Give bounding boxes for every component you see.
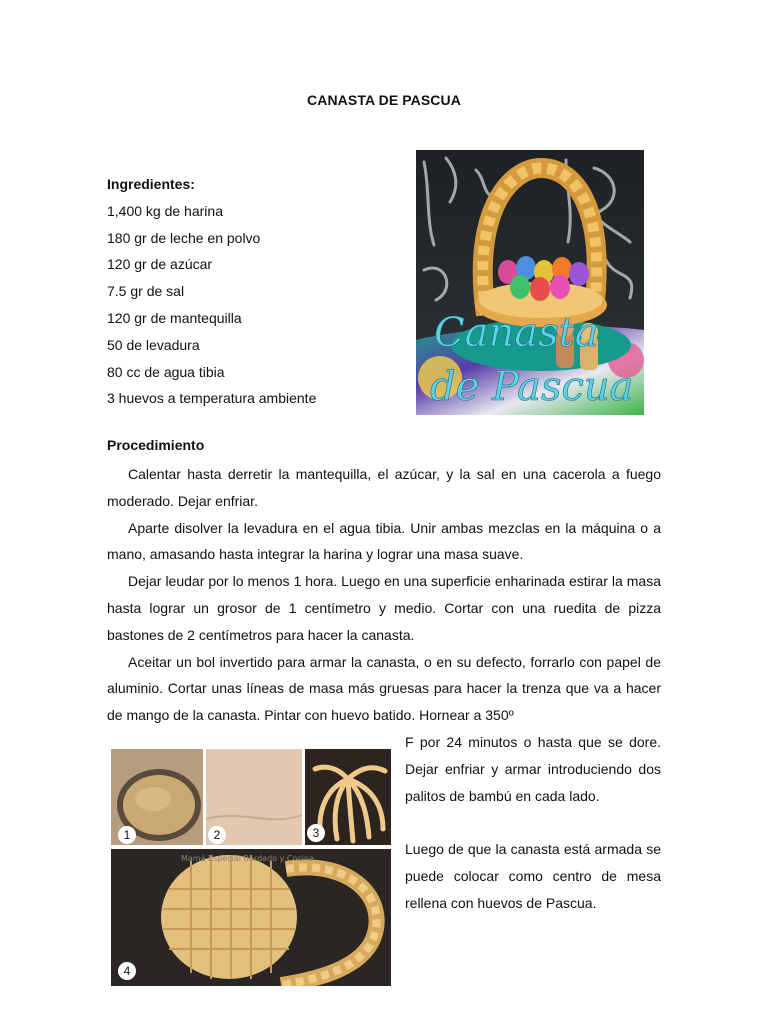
step-label: 2 [213,828,221,842]
photo-overlay-line2: de Pascua [430,364,634,410]
step-label: 1 [123,828,131,842]
procedure-paragraph: Aparte disolver la levadura en el agua tibia. Unir ambas mezclas en la máquina o a mano, amasando hasta integrar la harina y lograr una masa suave. [107,519,661,563]
procedure-continuation-text: F por 24 minutos o hasta que se dore. Dejar enfriar y armar introduciendo dos palitos de bambú en cada lado. [405,734,661,804]
step-label: 3 [312,826,320,840]
steps-collage [111,749,391,986]
ingredient-item: 1,400 kg de harina [107,202,223,219]
steps-collage-illustration [111,749,391,986]
document-title: CANASTA DE PASCUA [307,92,461,108]
ingredient-item: 80 cc de agua tibia [107,363,225,380]
ingredients-section [107,171,397,412]
step-4-photo [111,848,391,986]
procedure-paragraph: Dejar leudar por lo menos 1 hora. Luego en una superficie enharinada estirar la masa hasta lograr un grosor de 1 centímetro y medio. Cortar con una ruedita de pizza bastones de 2 centímetros para hacer la canasta. [107,573,661,643]
procedure-continuation [405,729,661,809]
step-label: 4 [123,964,131,978]
procedure-closing [405,836,661,916]
ingredients-heading: Ingredientes: [107,176,195,192]
procedure-paragraph: Aceitar un bol invertido para armar la canasta, o en su defecto, forrarlo con papel de aluminio. Cortar unas líneas de masa más gruesas para hacer la trenza que va a hacer de mango de la canasta. Pintar con huevo batido. Hornear a 350º [107,653,661,724]
ingredient-item: 3 huevos a temperatura ambiente [107,390,317,407]
easter-basket-photo [416,150,644,415]
photo-overlay-line1: Canasta [434,310,599,356]
procedure-closing-text: Luego de que la canasta está armada se puede colocar como centro de mesa rellena con huevos de Pascua. [405,841,661,911]
ingredient-item: 120 gr de mantequilla [107,309,242,326]
procedure-paragraph: Calentar hasta derretir la mantequilla, el azúcar, y la sal en una cacerola a fuego moderado. Dejar enfriar. [107,466,661,509]
procedure-text [107,461,661,729]
collage-watermark: Mamá Especial Bordado y Cocina [181,854,314,863]
procedure-heading: Procedimiento [107,437,205,453]
ingredient-item: 50 de levadura [107,336,200,353]
ingredient-item: 7.5 gr de sal [107,283,185,300]
ingredient-item: 120 gr de azúcar [107,256,213,273]
ingredient-item: 180 gr de leche en polvo [107,229,261,246]
easter-basket-illustration [416,150,644,415]
